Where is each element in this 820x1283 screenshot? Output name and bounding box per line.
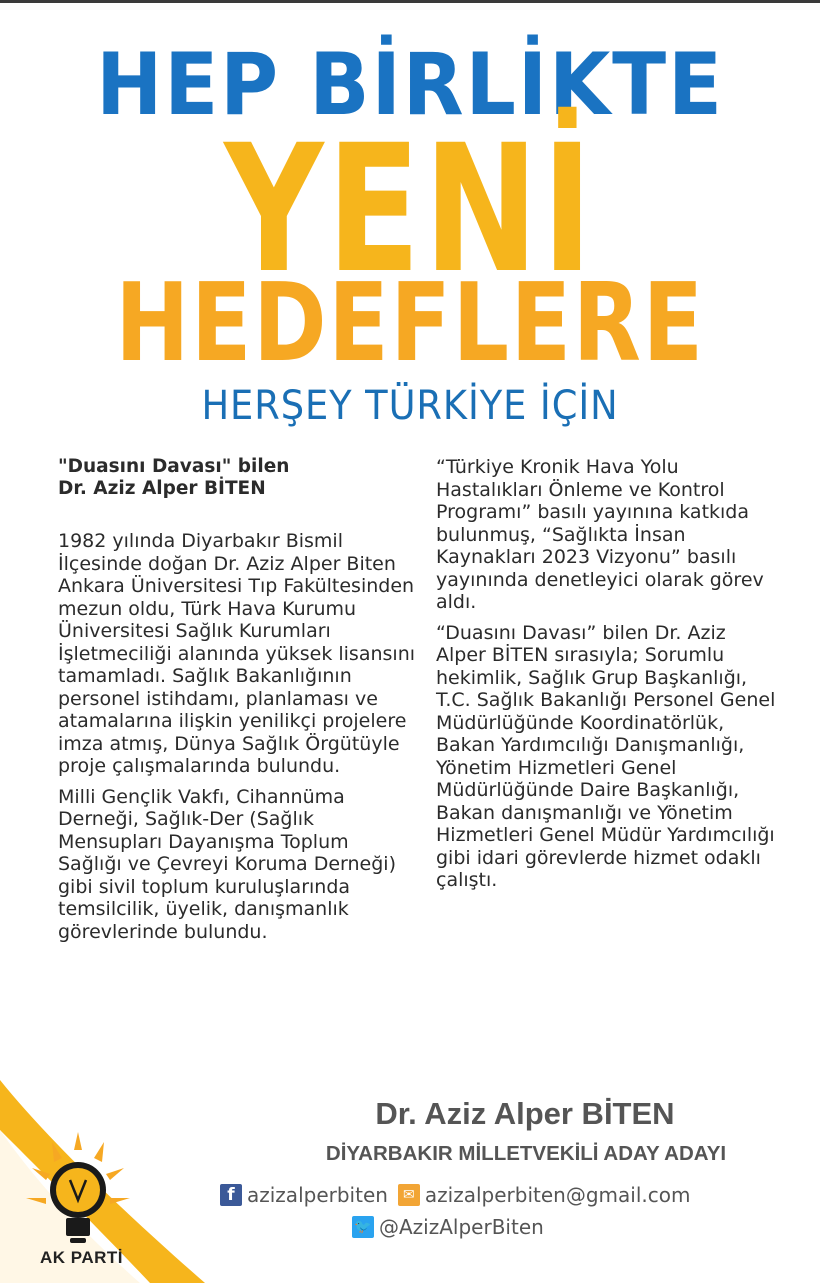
envelope-icon: ✉ xyxy=(398,1184,420,1206)
headline-line-1: HEP BİRLİKTE xyxy=(96,35,724,135)
intro-line-2: Dr. Aziz Alper BİTEN xyxy=(58,478,266,499)
top-rule xyxy=(0,0,820,3)
headline-line-3: HEDEFLERE xyxy=(115,261,705,386)
headline-line-2: YENİ xyxy=(224,107,596,312)
facebook-icon: f xyxy=(220,1184,242,1206)
contact-block xyxy=(220,1180,690,1242)
intro-line-1: "Duasını Davası" bilen xyxy=(58,456,290,477)
candidate-name: Dr. Aziz Alper BİTEN xyxy=(375,1096,675,1131)
signature-block xyxy=(200,1096,820,1166)
twitter-icon: 🐦 xyxy=(352,1216,374,1238)
left-column xyxy=(58,456,416,951)
headline-slogan: HERŞEY TÜRKİYE İÇİN xyxy=(201,383,619,429)
intro-heading xyxy=(58,456,416,500)
left-paragraph-2: Milli Gençlik Vakfı, Cihannüma Derneği, Sağlık-Der (Sağlık Mensupları Dayanışma Toplum Sağlığı ve Çevreyi Koruma Derneği) gibi sivil toplum kuruluşlarında temsilcilik, üyelik, danışmanlık görevlerinde bulundu. xyxy=(58,785,396,943)
right-paragraph-1: “Türkiye Kronik Hava Yolu Hastalıkları Önleme ve Kontrol Programı” basılı yayınına katkıda bulunmuş, “Sağlıkta İnsan Kaynakları 2023 Vizyonu” basılı yayınında denetleyici olarak görev aldı. xyxy=(436,456,764,613)
contact-row-1 xyxy=(220,1180,690,1210)
candidate-role: DİYARBAKIR MİLLETVEKİLİ ADAY ADAYI xyxy=(325,1142,727,1165)
email-address[interactable]: azizalperbiten@gmail.com xyxy=(424,1183,691,1207)
left-paragraph-1: 1982 yılında Diyarbakır Bismil İlçesinde doğan Dr. Aziz Alper Biten Ankara Üniversitesi Tıp Fakültesinden mezun oldu, Türk Hava Kurumu Üniversitesi Sağlık Kurumları İşletmeciliği alanında yüksek lisansını tamamladı. Sağlık Bakanlığının personel istihdamı, planlaması ve atamalarına ilişkin yenilikçi projelere imza atmış, Dünya Sağlık Örgütüyle proje çalışmalarında bulundu. xyxy=(58,530,416,777)
right-column xyxy=(436,456,776,900)
facebook-handle[interactable]: azizalperbiten xyxy=(247,1183,388,1207)
contact-row-2 xyxy=(352,1212,690,1242)
right-paragraph-2: “Duasını Davası” bilen Dr. Aziz Alper BİTEN sırasıyla; Sorumlu hekimlik, Sağlık Grup Başkanlığı, T.C. Sağlık Bakanlığı Personel Genel Müdürlüğünde Koordinatörlük, Bakan Yardımcılığı Danışmanlığı, Yönetim Hizmetleri Genel Müdürlüğünde Daire Başkanlığı, Bakan danışmanlığı ve Yönetim Hizmetleri Genel Müdür Yardımcılığı gibi idari görevlerde hizmet odaklı çalıştı. xyxy=(436,621,776,891)
twitter-handle[interactable]: @AzizAlperBiten xyxy=(379,1215,544,1239)
ak-parti-label: AK PARTİ xyxy=(40,1248,124,1267)
